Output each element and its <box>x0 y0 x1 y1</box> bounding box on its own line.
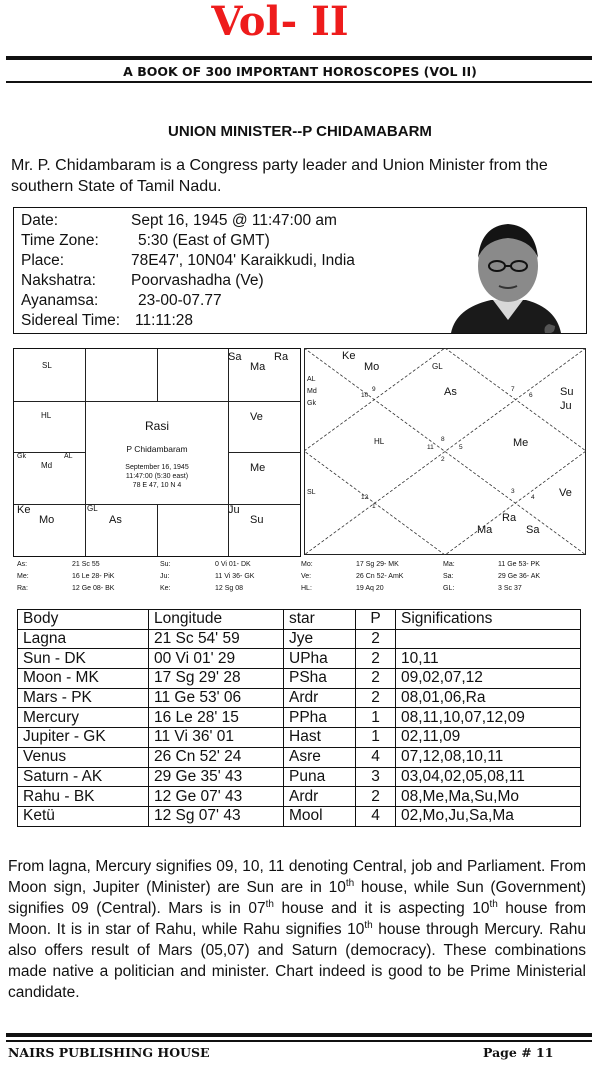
navamsa-text: GL <box>432 362 443 371</box>
rasi-cell-text: Ke <box>17 504 31 516</box>
table-cell: UPha <box>284 649 356 669</box>
table-cell <box>396 629 581 649</box>
rasi-center-title: Rasi <box>144 419 169 433</box>
table-row <box>18 747 581 767</box>
table-cell: Moon - MK <box>18 669 149 689</box>
rasi-cell-text: Ma <box>250 361 266 373</box>
analysis-text: house from Moon. It is in star of Rahu, while Rahu signifies 10 <box>8 900 586 938</box>
navamsa-house-number: 6 <box>529 392 533 399</box>
navamsa-text: Su <box>560 386 574 398</box>
birth-detail-value: 11:11:28 <box>135 312 194 329</box>
rasi-center-coords: 78 E 47, 10 N 4 <box>132 482 182 489</box>
table-cell: Mercury <box>18 708 149 728</box>
position-value: 19 Aq 20 <box>356 585 384 592</box>
navamsa-grid <box>304 348 586 555</box>
navamsa-text: Ju <box>560 400 572 412</box>
portrait-photo <box>431 207 587 334</box>
table-cell: 08,01,06,Ra <box>396 688 581 708</box>
column-header: Significations <box>396 610 581 630</box>
position-label: As: <box>17 561 28 568</box>
navamsa-text: HL <box>374 437 385 446</box>
table-cell: Sun - DK <box>18 649 149 669</box>
position-label: Ra: <box>17 585 28 592</box>
navamsa-text: Md <box>307 388 317 395</box>
planet-table <box>17 609 581 827</box>
publisher-name: NAIRS PUBLISHING HOUSE <box>8 1045 210 1060</box>
rasi-cell-text: Ve <box>250 411 263 423</box>
table-cell: 2 <box>356 787 396 807</box>
birth-detail-label: Ayanamsa: <box>21 292 99 309</box>
rasi-cell-text: Ju <box>228 504 240 516</box>
navamsa-text: Ke <box>342 350 356 362</box>
column-header: Body <box>18 610 149 630</box>
rasi-cell-text: Me <box>250 462 266 474</box>
rasi-cell-text: Su <box>250 514 264 526</box>
birth-detail-value: Sept 16, 1945 @ 11:47:00 am <box>131 212 337 229</box>
table-cell: 12 Ge 07' 43 <box>149 787 284 807</box>
position-value: 17 Sg 29- MK <box>356 561 399 568</box>
rasi-cell-text: GL <box>87 504 98 513</box>
table-cell: PSha <box>284 669 356 689</box>
table-row <box>18 688 581 708</box>
position-label: Su: <box>160 561 171 568</box>
page-heading: UNION MINISTER--P CHIDAMABARM <box>168 123 432 140</box>
table-row <box>18 787 581 807</box>
table-cell: Ketü <box>18 806 149 826</box>
table-cell: Asre <box>284 747 356 767</box>
table-cell: Saturn - AK <box>18 767 149 787</box>
ordinal-suffix: th <box>265 898 274 910</box>
table-cell: 1 <box>356 728 396 748</box>
analysis-text: house and it is aspecting 10 <box>273 900 490 917</box>
table-row <box>18 649 581 669</box>
birth-detail-label: Sidereal Time: <box>21 312 121 329</box>
navamsa-text: Gk <box>307 400 316 407</box>
rasi-cell-text: HL <box>41 411 52 420</box>
table-header-row <box>18 610 581 630</box>
navamsa-text: AL <box>307 376 316 383</box>
table-cell: Ardr <box>284 688 356 708</box>
table-cell: 03,04,02,05,08,11 <box>396 767 581 787</box>
rasi-cell-text: Ra <box>274 351 289 363</box>
table-cell: 09,02,07,12 <box>396 669 581 689</box>
table-cell: Ardr <box>284 787 356 807</box>
table-cell: Jye <box>284 629 356 649</box>
table-cell: Rahu - BK <box>18 787 149 807</box>
navamsa-text: Mo <box>364 361 380 373</box>
ordinal-suffix: th <box>345 877 355 889</box>
position-label: Ke: <box>160 585 171 592</box>
table-cell: 00 Vi 01' 29 <box>149 649 284 669</box>
birth-detail-value: 78E47', 10N04' Karaikkudi, India <box>131 252 355 269</box>
footer-rule <box>6 1033 592 1037</box>
position-value: 3 Sc 37 <box>498 585 522 592</box>
position-label: Me: <box>17 573 29 580</box>
ordinal-suffix: th <box>489 898 498 910</box>
birth-detail-value: 5:30 (East of GMT) <box>138 232 270 249</box>
navamsa-text: Ra <box>502 512 517 524</box>
position-label: Ve: <box>301 573 312 580</box>
navamsa-house-number: 3 <box>511 488 515 495</box>
table-cell: Jupiter - GK <box>18 728 149 748</box>
rasi-cell-text: Mo <box>39 514 55 526</box>
footer-rule-thin <box>6 1040 592 1042</box>
birth-detail-label: Nakshatra: <box>21 272 96 289</box>
table-cell: 21 Sc 54' 59 <box>149 629 284 649</box>
table-cell: 02,11,09 <box>396 728 581 748</box>
birth-detail-label: Place: <box>21 252 65 269</box>
position-value: 29 Ge 36- AK <box>498 573 541 580</box>
rasi-center-date: September 16, 1945 <box>125 464 189 471</box>
position-value: 11 Vi 36- GK <box>215 573 255 580</box>
table-row <box>18 806 581 826</box>
navamsa-house-number: 9 <box>372 386 376 393</box>
column-header: star <box>284 610 356 630</box>
position-value: 12 Ge 08- BK <box>72 585 115 592</box>
table-cell: 3 <box>356 767 396 787</box>
table-cell: 2 <box>356 629 396 649</box>
position-label: Ju: <box>160 573 170 580</box>
birth-detail-label: Date: <box>21 212 59 229</box>
table-cell: 4 <box>356 806 396 826</box>
rasi-center-time: 11:47:00 (5:30 east) <box>125 473 189 480</box>
position-label: Sa: <box>443 573 454 580</box>
book-title: A BOOK OF 300 IMPORTANT HOROSCOPES (VOL II) <box>123 64 477 79</box>
navamsa-text: Sa <box>526 524 540 536</box>
table-cell: 11 Ge 53' 06 <box>149 688 284 708</box>
table-cell: Hast <box>284 728 356 748</box>
navamsa-house-number: 11 <box>427 444 434 451</box>
header-rule-thin <box>6 81 592 83</box>
position-value: 0 Vi 01- DK <box>215 561 251 568</box>
rasi-cell-text: Sa <box>228 351 242 363</box>
navamsa-house-number: 7 <box>511 386 515 393</box>
table-cell: 08,11,10,07,12,09 <box>396 708 581 728</box>
table-row <box>18 767 581 787</box>
position-value: 26 Cn 52- AmK <box>356 573 404 580</box>
table-cell: Lagna <box>18 629 149 649</box>
table-cell: 07,12,08,10,11 <box>396 747 581 767</box>
analysis-paragraph <box>8 856 586 1003</box>
position-value: 11 Ge 53- PK <box>498 561 540 568</box>
column-header: P <box>356 610 396 630</box>
table-cell: 26 Cn 52' 24 <box>149 747 284 767</box>
position-value: 21 Sc 55 <box>72 561 100 568</box>
table-cell: Mool <box>284 806 356 826</box>
navamsa-house-number: 12 <box>361 494 369 501</box>
column-header: Longitude <box>149 610 284 630</box>
table-row <box>18 728 581 748</box>
table-cell: 16 Le 28' 15 <box>149 708 284 728</box>
page-number: Page # 11 <box>483 1045 554 1060</box>
rasi-chart <box>13 348 301 557</box>
table-cell: 02,Mo,Ju,Sa,Ma <box>396 806 581 826</box>
position-value: 16 Le 28- PiK <box>72 573 115 580</box>
table-row <box>18 708 581 728</box>
navamsa-house-number: 8 <box>441 436 445 443</box>
table-cell: 12 Sg 07' 43 <box>149 806 284 826</box>
table-cell: 2 <box>356 688 396 708</box>
table-cell: 10,11 <box>396 649 581 669</box>
volume-title: Vol- II <box>211 0 349 45</box>
rasi-cell-text: Md <box>41 461 53 470</box>
ordinal-suffix: th <box>364 919 373 931</box>
position-label: HL: <box>301 585 312 592</box>
rasi-cell-text: AL <box>64 453 73 460</box>
navamsa-house-number: 5 <box>459 444 463 451</box>
table-cell: Venus <box>18 747 149 767</box>
navamsa-text: Me <box>513 437 529 449</box>
intro-text: Mr. P. Chidambaram is a Congress party leader and Union Minister from the southern State of Tamil Nadu. <box>11 157 548 195</box>
position-label: GL: <box>443 585 455 592</box>
table-cell: PPha <box>284 708 356 728</box>
position-value: 12 Sg 08 <box>215 585 244 592</box>
navamsa-house-number: 1 <box>372 503 376 510</box>
table-cell: 08,Me,Ma,Su,Mo <box>396 787 581 807</box>
navamsa-text: Ve <box>559 487 572 499</box>
table-cell: 2 <box>356 649 396 669</box>
analysis-text: house through Mercury. Rahu also offers result of Mars (05,07) and Saturn (democracy). These combinations made native a politician and minister. Chart indeed is good to be Prime Ministerial candidate. <box>8 921 586 1001</box>
position-label: Ma: <box>443 561 455 568</box>
analysis-text: From lagna, Mercury signifies 09, 10, 11 denoting Central, job and Parliament. From Moon sign, Jupiter (Minister) are Sun are in 10 <box>8 858 586 896</box>
birth-detail-label: Time Zone: <box>21 232 99 249</box>
table-cell: Puna <box>284 767 356 787</box>
navamsa-house-number: 4 <box>531 494 535 501</box>
table-cell: 17 Sg 29' 28 <box>149 669 284 689</box>
birth-detail-value: 23-00-07.77 <box>138 292 222 309</box>
table-cell: 29 Ge 35' 43 <box>149 767 284 787</box>
birth-details-box <box>13 207 432 334</box>
rasi-cell-text: SL <box>42 361 52 370</box>
header-rule <box>6 56 592 60</box>
navamsa-chart <box>304 348 586 555</box>
table-cell: Mars - PK <box>18 688 149 708</box>
table-cell: 2 <box>356 669 396 689</box>
table-row <box>18 629 581 649</box>
position-label: Mo: <box>301 561 313 568</box>
navamsa-text: Ma <box>477 524 493 536</box>
rasi-cell-text: As <box>109 514 122 526</box>
analysis-text: house, while Sun (Government) signifies 09 (Central). Mars is in 07 <box>8 879 586 917</box>
navamsa-text: SL <box>307 489 316 496</box>
portrait-image <box>431 208 586 333</box>
rasi-cell-text: Gk <box>17 453 26 460</box>
table-row <box>18 669 581 689</box>
table-cell: 4 <box>356 747 396 767</box>
table-cell: 1 <box>356 708 396 728</box>
birth-detail-value: Poorvashadha (Ve) <box>131 272 264 289</box>
table-cell: 11 Vi 36' 01 <box>149 728 284 748</box>
navamsa-text: As <box>444 386 457 398</box>
rasi-center-name: P Chidambaram <box>126 444 188 454</box>
navamsa-house-number: 2 <box>441 456 445 463</box>
navamsa-house-number: 10 <box>361 392 369 399</box>
